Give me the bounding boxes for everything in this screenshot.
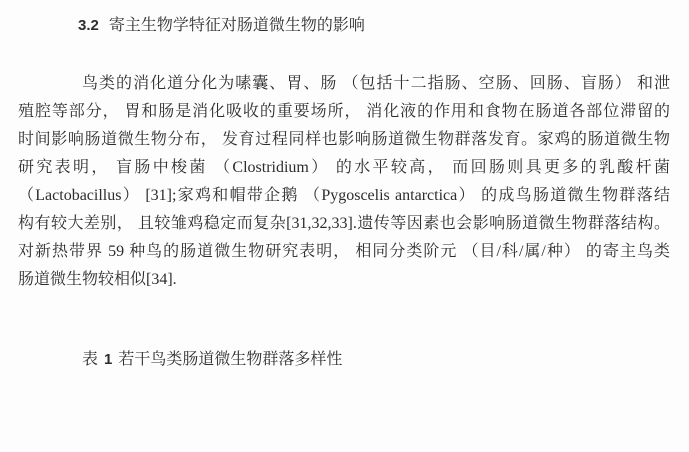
- paragraph-line: 时间影响肠道微生物分布， 发育过程同样也影响肠道微生物群落发育。家鸡的肠道微生物: [18, 131, 670, 148]
- paragraph-line: 对新热带界 59 种鸟的肠道微生物研究表明， 相同分类阶元 （目/科/属/种） 的寄主鸟类: [18, 243, 670, 260]
- body-paragraph: [18, 70, 670, 294]
- paragraph-line: 研究表明， 盲肠中梭菌 （Clostridium） 的水平较高， 而回肠则具更多的乳酸杆菌: [18, 159, 670, 176]
- paragraph-line: （Lactobacillus） [31];家鸡和帽带企鹅 （Pygoscelis antarctica） 的成鸟肠道微生物群落结: [18, 187, 670, 204]
- paragraph-line: 肠道微生物较相似[34].: [18, 271, 177, 288]
- table-caption-label: 表: [82, 351, 99, 368]
- paragraph-line: 殖腔等部分， 胃和肠是消化吸收的重要场所， 消化液的作用和食物在肠道各部位滞留的: [18, 103, 670, 120]
- table-caption: [82, 346, 670, 374]
- section-heading-title: 寄主生物学特征对肠道微生物的影响: [108, 17, 365, 34]
- table-caption-title: 若干鸟类肠道微生物群落多样性: [118, 351, 343, 368]
- section-heading-number: 3.2: [78, 17, 99, 34]
- paragraph-line: 鸟类的消化道分化为嗉囊、胃、肠 （包括十二指肠、空肠、回肠、盲肠） 和泄: [82, 75, 670, 92]
- paragraph-line: 构有较大差别， 且较雏鸡稳定而复杂[31,32,33].遗传等因素也会影响肠道微生物群落结构。: [18, 215, 670, 232]
- table-caption-number: 1: [104, 351, 113, 368]
- section-heading: [78, 14, 670, 38]
